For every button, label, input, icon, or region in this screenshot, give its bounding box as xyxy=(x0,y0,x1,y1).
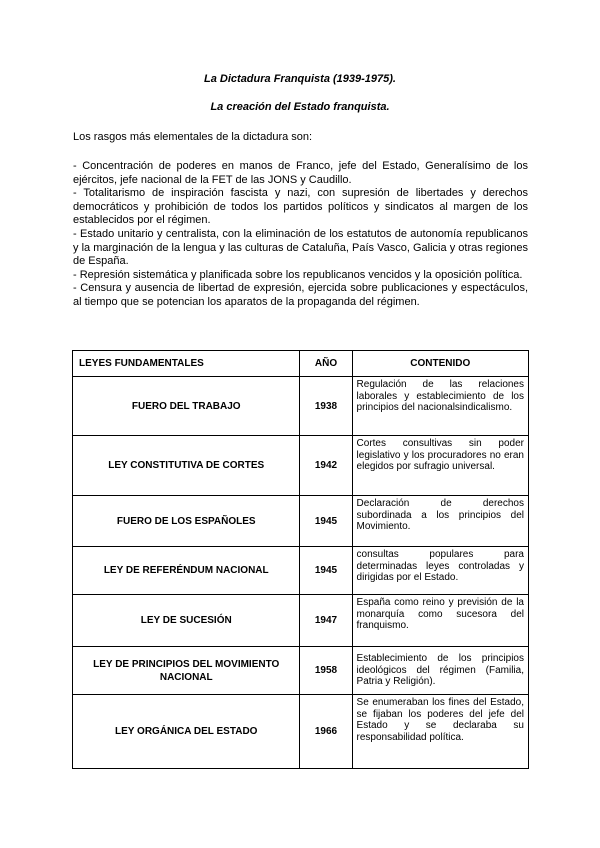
law-year: 1958 xyxy=(300,647,352,695)
law-content: Cortes consultivas sin poder legislativo y los procuradores no eran elegidos por sufragio universal. xyxy=(352,436,528,496)
bullet-item: - Estado unitario y centralista, con la eliminación de los estatutos de autonomía republicanos y la marginación de la lengua y las culturas de Cataluña, País Vasco, Galicia y otras regiones de España. xyxy=(73,227,528,268)
law-content: consultas populares para determinadas leyes controladas y dirigidas por el Estado. xyxy=(352,547,528,595)
intro-text: Los rasgos más elementales de la dictadura son: xyxy=(73,131,313,143)
law-year: 1938 xyxy=(300,377,352,436)
table-row xyxy=(73,496,529,547)
header-law: LEYES FUNDAMENTALES xyxy=(73,351,300,377)
bullet-item: - Concentración de poderes en manos de Franco, jefe del Estado, Generalísimo de los ejércitos, jefe nacional de la FET de las JONS y Caudillo. xyxy=(73,160,528,186)
law-content: Declaración de derechos subordinada a los principios del Movimiento. xyxy=(352,496,528,547)
law-name: FUERO DE LOS ESPAÑOLES xyxy=(73,496,300,547)
law-year: 1942 xyxy=(300,436,352,496)
bullet-item: - Represión sistemática y planificada sobre los republicanos vencidos y la oposición política. xyxy=(73,268,523,281)
header-year: AÑO xyxy=(300,351,352,377)
law-content: Establecimiento de los principios ideológicos del régimen (Familia, Patria y Religión). xyxy=(352,647,528,695)
document-title: La Dictadura Franquista (1939-1975). xyxy=(204,73,396,85)
table-row xyxy=(73,695,529,769)
law-content: Se enumeraban los fines del Estado, se fijaban los poderes del jefe del Estado y se declaraba su responsabilidad política. xyxy=(352,695,528,769)
law-name: FUERO DEL TRABAJO xyxy=(73,377,300,436)
document-subtitle: La creación del Estado franquista. xyxy=(210,101,390,113)
table-row xyxy=(73,436,529,496)
header-content: CONTENIDO xyxy=(352,351,528,377)
laws-table xyxy=(72,350,529,769)
bullet-list xyxy=(73,160,528,310)
law-year: 1966 xyxy=(300,695,352,769)
table-row xyxy=(73,377,529,436)
bullet-item: - Censura y ausencia de libertad de expresión, ejercida sobre publicaciones y espectáculos, al tiempo que se potencian los aparatos de la propaganda del régimen. xyxy=(73,282,528,308)
law-content: Regulación de las relaciones laborales y establecimiento de los principios del nacionalsindicalismo. xyxy=(352,377,528,436)
law-name: LEY DE REFERÉNDUM NACIONAL xyxy=(73,547,300,595)
law-name: LEY DE SUCESIÓN xyxy=(73,595,300,647)
law-content: España como reino y previsión de la monarquía como sucesora del franquismo. xyxy=(352,595,528,647)
law-year: 1945 xyxy=(300,547,352,595)
law-name: LEY ORGÁNICA DEL ESTADO xyxy=(73,695,300,769)
table-header-row xyxy=(73,351,529,377)
law-year: 1947 xyxy=(300,595,352,647)
table-row xyxy=(73,547,529,595)
law-year: 1945 xyxy=(300,496,352,547)
law-name: LEY CONSTITUTIVA DE CORTES xyxy=(73,436,300,496)
law-name: LEY DE PRINCIPIOS DEL MOVIMIENTO NACIONAL xyxy=(73,647,300,695)
bullet-item: - Totalitarismo de inspiración fascista y nazi, con supresión de libertades y derechos democráticos y prohibición de todos los partidos políticos y sindicatos al margen de los establecidos por el régimen. xyxy=(73,187,528,227)
table-row xyxy=(73,647,529,695)
table-row xyxy=(73,595,529,647)
